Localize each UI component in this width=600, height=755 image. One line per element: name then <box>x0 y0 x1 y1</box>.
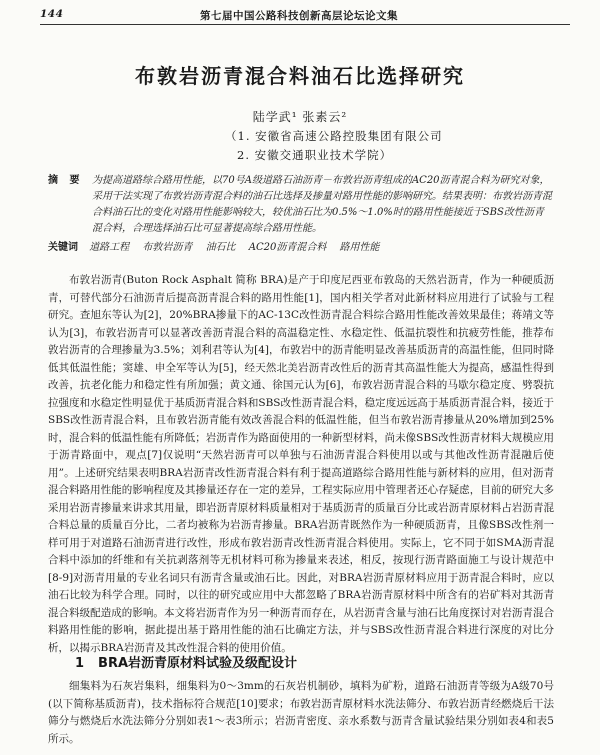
authors: 陆学武¹ 张素云² <box>252 110 348 124</box>
section-title: BRA岩沥青原材料试验及级配设计 <box>98 656 298 671</box>
abstract <box>48 173 553 237</box>
page-number: 144 <box>40 8 64 20</box>
keywords <box>48 238 553 253</box>
keyword: AC20沥青混合料 <box>248 242 327 253</box>
section-number: 1 <box>75 656 85 671</box>
abstract-text: 为提高道路综合路用性能，以70号A级道路石油沥青－布敦岩沥青组成的AC20沥青混合料为研究对象，采用干法实现了布敦岩沥青混合料的油石比选择及掺量对路用性能的影响研究。结果表明：布敦岩沥青混合料油石比的变化对路用性能影响较大，较优油石比为0.5%～1.0%时的路用性能接近于SBS改性沥青混合料，合理选择油石比可显著提高综合路用性能。 <box>92 175 552 234</box>
running-header <box>40 6 570 25</box>
keyword: 布敦岩沥青 <box>142 242 193 253</box>
keywords-label: 关键词 <box>48 242 78 253</box>
affiliation-1: （1. 安徽省高速公路控股集团有限公司 <box>225 129 443 143</box>
section-heading <box>75 652 297 671</box>
body-paragraph-materials: 细集料为石灰岩集料，细集料为0～3mm的石灰岩机制砂，填料为矿粉，道路石油沥青等级为A级70号(以下简称基质沥青)，技术指标符合规范[10]要求；布敦岩沥青原材料水洗法筛分、布敦岩沥青经燃烧后干法筛分与燃烧后水洗法筛分分别如表1～表3所示；岩沥青密度、亲水系数与沥青含量试验结果分别如表4和表5所示。 <box>48 680 554 745</box>
paper-title: 布敦岩沥青混合料油石比选择研究 <box>135 64 465 88</box>
abstract-label: 摘 要 <box>48 175 84 186</box>
keyword: 油石比 <box>205 242 236 253</box>
affiliation-2: 2. 安徽交通职业技术学院） <box>237 148 393 162</box>
body-paragraph-intro: 布敦岩沥青(Buton Rock Asphalt 简称 BRA)是产于印度尼西亚布敦岛的天然岩沥青，作为一种硬质沥青，可替代部分石油沥青后提高沥青混合料的路用性能[1]，国内相关学者对此新材料应用进行了试验与工程研究。查旭东等认为[2]，20%BRA掺量下的AC-13C改性沥青混合料综合路用性能改善效果最佳；蒋靖文等认为[3]，布敦岩沥青可以显著改善沥青混合料的高温稳定性、水稳定性、低温抗裂性和抗疲劳性能，推荐布敦岩沥青的合理掺量为3.5%；刘利君等认为[4]，布敦岩中的沥青能明显改善基质沥青的高温性能，但同时降低其低温性能；窦雄、申全军等认为[5]，经天然北美岩沥青改性后的沥青其高温性能大为提高，感温性得到改善，抗老化能力和稳定性有所加强；黄文通、徐国元认为[6]，布敦岩沥青混合料的马歇尔稳定度、劈裂抗拉强度和水稳定性明显优于基质沥青混合料和SBS改性沥青混合料，稳定度远远高于基质沥青混合料，接近于SBS改性沥青混合料，且布敦岩沥青能有效改善混合料的低温性能，但当布敦岩沥青掺量从20%增加到25%时，混合料的低温性能有所降低；岩沥青作为路面使用的一种新型材料，尚未像SBS改性沥青材料大规模应用于沥青路面中，观点[7]仅说明“天然岩沥青可以单独与石油沥青混合料使用以或与其他改性沥青混融后使用”。上述研究结果表明BRA岩沥青改性沥青混合料有利于提高道路综合路用性能与新材料的应用，但对沥青混合料路用性能的影响程度及其掺量还存在一定的差异，工程实际应用中管理者还心存疑虑，目前的研究大多采用岩沥青掺量来讲求其用量，即岩沥青原材料质量相对于基质沥青的质量百分比或岩沥青原材料占岩沥青混合料总量的质量百分比，二者均被称为岩沥青掺量。BRA岩沥青既然作为一种硬质沥青，且像SBS改性剂一样可用于对道路石油沥青进行改性，形成布敦岩沥青改性沥青混合料使用。实际上，它不同于如SMA沥青混合料中添加的纤维和有关抗剥落剂等无机材料可称为掺量来表述，相反，按现行沥青路面施工与设计规范中[8-9]对沥青用量的专业名词只有沥青含量或油石比。因此，对BRA岩沥青原材料应用于沥青混合料时，应以油石比较为科学合理。同时，以往的研究或应用中大都忽略了BRA岩沥青原材料中所含有的岩矿料对其沥青混合料级配造成的影响。本文将岩沥青作为另一种沥青而存在，从岩沥青含量与油石比角度探讨对岩沥青混合料路用性能的影响，据此提出基于路用性能的油石比确定方法，并与SBS改性沥青混合料进行深度的对比分析，以揭示BRA岩沥青及其改性混合料的使用价值。 <box>48 274 554 654</box>
keyword: 路用性能 <box>339 242 380 253</box>
journal-title: 第七届中国公路科技创新高层论坛论文集 <box>200 10 398 22</box>
keyword: 道路工程 <box>89 242 130 253</box>
